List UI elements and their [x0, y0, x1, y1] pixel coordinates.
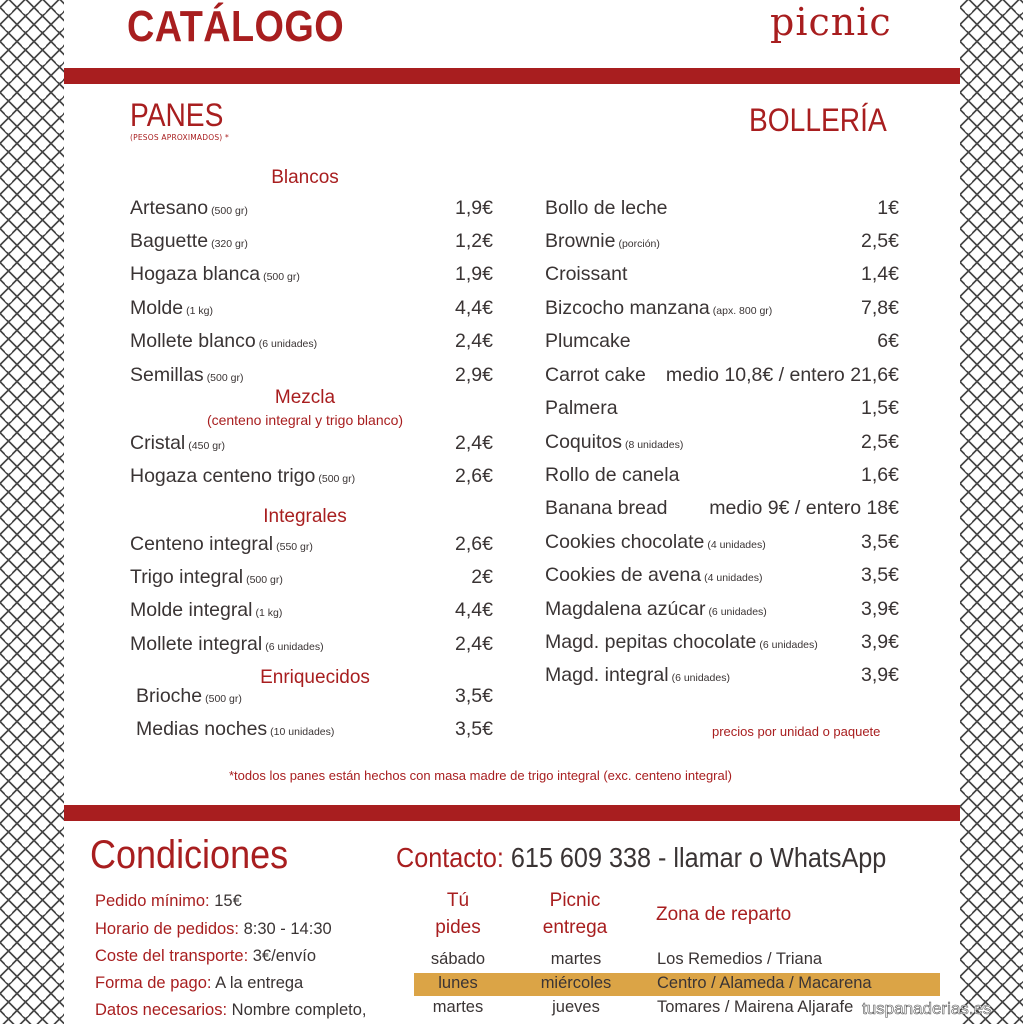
panes-title: PANES	[130, 97, 224, 133]
watermark: tuspanaderias.es	[862, 999, 992, 1018]
menu-item: Palmera 1,5€	[545, 397, 899, 419]
condition-line: Forma de pago: A la entrega	[95, 974, 304, 992]
category-enriquecidos: Enriquecidos	[260, 667, 370, 688]
menu-item: Artesano (500 gr) 1,9€	[130, 197, 493, 219]
menu-item: Magd. pepitas chocolate (6 unidades) 3,9€	[545, 631, 899, 653]
menu-item: Medias noches (10 unidades) 3,5€	[136, 718, 493, 740]
top-divider	[64, 68, 960, 84]
menu-item: Banana bread medio 9€ / entero 18€	[545, 497, 899, 519]
header-picnic-entrega: Picnic entrega	[542, 890, 608, 938]
menu-item: Brownie (porción) 2,5€	[545, 230, 899, 252]
bottom-divider	[64, 805, 960, 821]
decorative-pattern-right	[960, 0, 1023, 1024]
menu-item: Baguette (320 gr) 1,2€	[130, 230, 493, 252]
delivery-row: sábado martes Los Remedios / Triana	[430, 950, 823, 968]
menu-item: Mollete integral (6 unidades) 2,4€	[130, 633, 493, 655]
menu-item: Cookies de avena (4 unidades) 3,5€	[545, 564, 899, 586]
menu-item: Magd. integral (6 unidades) 3,9€	[545, 664, 899, 686]
menu-item: Centeno integral (550 gr) 2,6€	[130, 533, 493, 555]
panes-footnote: *todos los panes están hechos con masa madre de trigo integral (exc. centeno integral)	[229, 768, 732, 783]
category-mezcla-note: (centeno integral y trigo blanco)	[206, 412, 404, 428]
category-blancos: Blancos	[271, 167, 339, 188]
condition-line: Pedido mínimo: 15€	[95, 892, 242, 910]
condition-line: Coste del transporte: 3€/envío	[95, 947, 317, 965]
menu-item: Cristal (450 gr) 2,4€	[130, 432, 493, 454]
picnic-logo: picnic	[770, 0, 892, 44]
menu-item: Bollo de leche 1€	[545, 197, 899, 219]
bolleria-title: BOLLERÍA	[749, 102, 887, 138]
delivery-row-highlighted: lunes miércoles Centro / Alameda / Macarena	[414, 973, 940, 996]
condition-line: Datos necesarios: Nombre completo,	[95, 1001, 367, 1019]
menu-item: Brioche (500 gr) 3,5€	[136, 685, 493, 707]
menu-item: Cookies chocolate (4 unidades) 3,5€	[545, 531, 899, 553]
menu-item: Plumcake 6€	[545, 330, 899, 352]
condiciones-title: Condiciones	[90, 833, 289, 877]
header-tu-pides: Tú pides	[435, 890, 481, 938]
menu-item: Mollete blanco (6 unidades) 2,4€	[130, 330, 493, 352]
page-title: CATÁLOGO	[127, 2, 345, 51]
menu-item: Carrot cake medio 10,8€ / entero 21,6€	[545, 364, 899, 386]
menu-item: Rollo de canela 1,6€	[545, 464, 899, 486]
menu-item: Croissant 1,4€	[545, 263, 899, 285]
menu-item: Magdalena azúcar (6 unidades) 3,9€	[545, 598, 899, 620]
menu-item: Molde (1 kg) 4,4€	[130, 297, 493, 319]
panes-subtitle: (PESOS APROXIMADOS) *	[130, 133, 229, 142]
header-zona-reparto: Zona de reparto	[656, 904, 792, 925]
menu-item: Bizcocho manzana (apx. 800 gr) 7,8€	[545, 297, 899, 319]
category-integrales: Integrales	[263, 506, 347, 527]
contact-line: Contacto: 615 609 338 - llamar o WhatsApp	[396, 842, 887, 873]
menu-item: Trigo integral (500 gr) 2€	[130, 566, 493, 588]
condition-line: Horario de pedidos: 8:30 - 14:30	[95, 920, 332, 938]
decorative-pattern-left	[0, 0, 64, 1024]
category-mezcla: Mezcla	[274, 387, 336, 408]
menu-item: Hogaza centeno trigo (500 gr) 2,6€	[130, 465, 493, 487]
menu-item: Hogaza blanca (500 gr) 1,9€	[130, 263, 493, 285]
menu-item: Molde integral (1 kg) 4,4€	[130, 599, 493, 621]
delivery-row: martes jueves Tomares / Mairena Aljarafe	[432, 998, 854, 1016]
bolleria-price-note: precios por unidad o paquete	[712, 724, 881, 739]
menu-item: Semillas (500 gr) 2,9€	[130, 364, 493, 386]
menu-item: Coquitos (8 unidades) 2,5€	[545, 431, 899, 453]
